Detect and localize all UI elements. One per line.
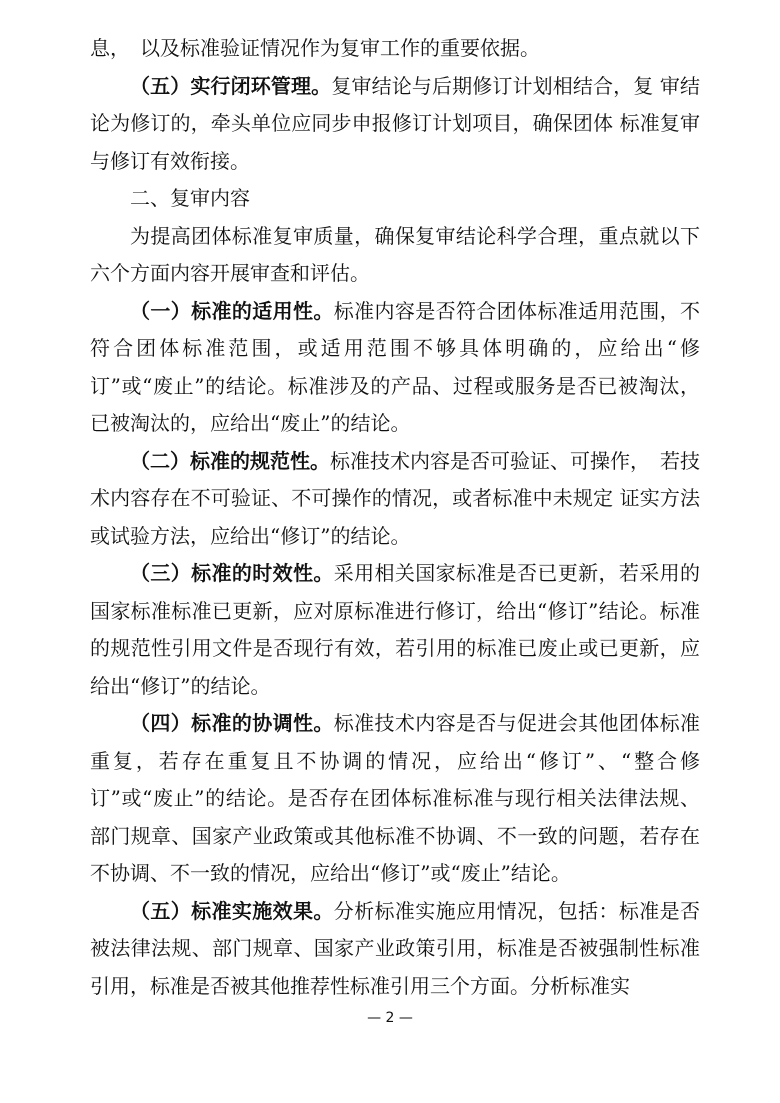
paragraph-coordination bbox=[90, 705, 700, 893]
paragraph-text: 标准技术内容是否与促进会其他团体标准重复，若存在重复且不协调的情况，应给出“修订”、“整合修订”或“废止”的结论。是否存在团体标准标准与现行相关法律法规、部门规章、国家产业政策或其他标准不协调、不一致的问题，若存在不协调、不一致的情况，应给出“修订”或“废止”结论。 bbox=[90, 711, 701, 885]
paragraph-text: 息， 以及标准验证情况作为复审工作的重要依据。 bbox=[90, 36, 540, 60]
paragraph-lead: （五）实行闭环管理。 bbox=[130, 73, 332, 98]
paragraph-text: 标准技术内容是否可验证、可操作， 若技术内容存在不可验证、不可操作的情况，或者标准中未规定 证实方法或试验方法，应给出“修订”的结论。 bbox=[90, 448, 700, 548]
section-heading-text: 二、复审内容 bbox=[130, 186, 250, 210]
paragraph-text: 分析标准实施应用情况，包括：标准是否被法律法规、部门规章、国家产业政策引用，标准是否被强制性标准引用，标准是否被其他推荐性标准引用三个方面。分析标准实 bbox=[90, 898, 701, 998]
paragraph-text: 采用相关国家标准是否已更新，若采用的国家标准标准已更新，应对原标准进行修订，给出“修订”结论。标准的规范性引用文件是否现行有效，若引用的标准已废止或已更新，应给出“修订”的结论。 bbox=[90, 561, 701, 698]
paragraph-lead: （三）标准的时效性。 bbox=[130, 561, 334, 585]
paragraph-lead: （四）标准的协调性。 bbox=[130, 711, 334, 735]
section-heading bbox=[90, 180, 700, 218]
paragraph-lead: （二）标准的规范性。 bbox=[130, 448, 330, 473]
document-body bbox=[90, 30, 700, 1005]
paragraph-applicability bbox=[90, 293, 700, 443]
paragraph-implementation bbox=[90, 893, 700, 1006]
paragraph-lead: （一）标准的适用性。 bbox=[130, 298, 334, 323]
paragraph-intro bbox=[90, 218, 700, 293]
paragraph-text: 复审结论与后期修订计划相结合，复 审结论为修订的，牵头单位应同步申报修订计划项目，确保团体 标准复审与修订有效衔接。 bbox=[90, 73, 701, 173]
page-number: — 2 — bbox=[367, 1010, 413, 1026]
paragraph-closed-loop bbox=[90, 68, 700, 181]
paragraph-normativity bbox=[90, 443, 700, 556]
paragraph-text: 为提高团体标准复审质量，确保复审结论科学合理，重点就以下六个方面内容开展审查和评估。 bbox=[90, 223, 700, 285]
paragraph-timeliness bbox=[90, 555, 700, 705]
paragraph-text: 标准内容是否符合团体标准适用范围，不符合团体标准范围，或适用范围不够具体明确的，应给出“修订”或“废止”的结论。标准涉及的产品、过程或服务是否已被淘汰，已被淘汰的，应给出“废止”的结论。 bbox=[90, 298, 701, 435]
paragraph-continuation bbox=[90, 30, 700, 68]
paragraph-lead: （五）标准实施效果。 bbox=[130, 898, 334, 923]
